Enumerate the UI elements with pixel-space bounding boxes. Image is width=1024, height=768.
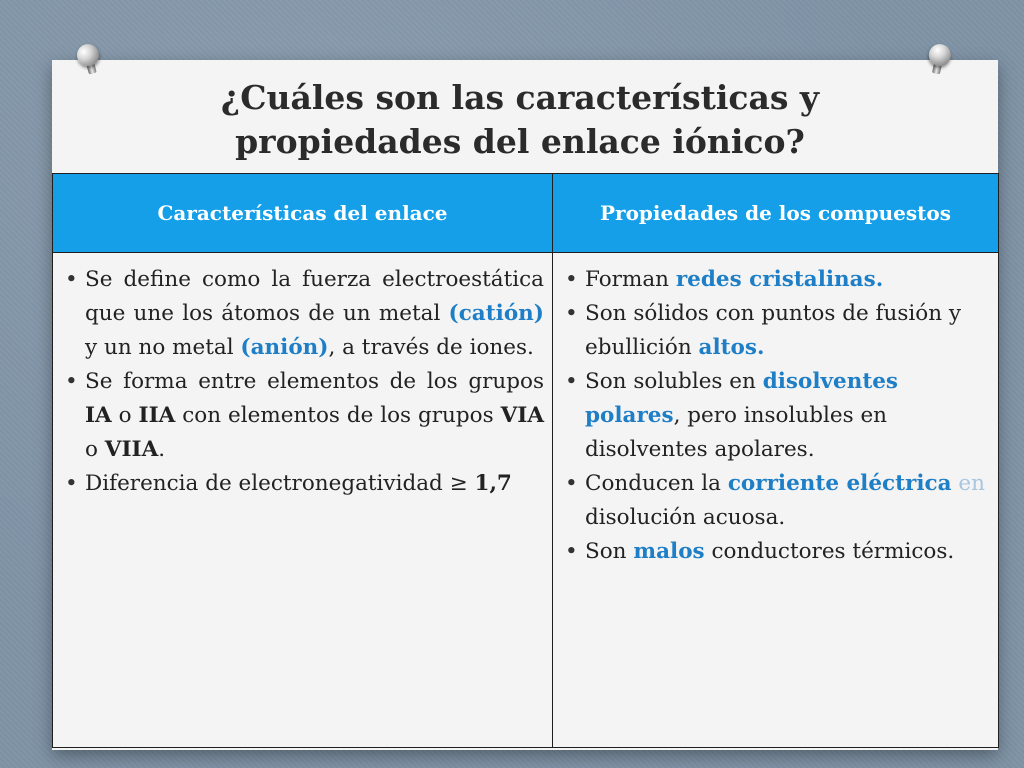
list-item — [59, 467, 544, 501]
item-text: o — [85, 437, 105, 462]
highlight-text: disolventes polares — [585, 369, 899, 428]
slide-title-line-2: propiedades del enlace iónico? — [235, 122, 805, 161]
highlight-cation: (catión) — [448, 301, 544, 326]
header-propiedades: Propiedades de los compuestos — [553, 174, 999, 253]
item-text: , a través de iones. — [328, 335, 534, 360]
item-text: . — [757, 335, 765, 360]
item-text: Son solubles en — [585, 369, 763, 394]
list-item — [559, 263, 990, 297]
item-text: Forman — [585, 267, 676, 292]
highlight-anion: (anión) — [240, 335, 329, 360]
highlight-text: redes cristalinas — [675, 267, 876, 292]
item-text: . — [158, 437, 166, 462]
item-text: Conducen la — [585, 471, 728, 496]
group-ia: IA — [85, 403, 112, 428]
caracteristicas-list — [59, 263, 544, 501]
highlight-text: altos — [698, 335, 757, 360]
item-text: con elementos de los grupos — [175, 403, 501, 428]
item-text: Diferencia de electronegatividad ≥ — [85, 471, 475, 496]
list-item — [59, 365, 544, 467]
item-text: Se forma entre elementos de los grupos — [85, 369, 544, 394]
list-item — [559, 297, 990, 365]
list-item — [559, 365, 990, 467]
table-header-row — [53, 174, 999, 253]
faded-text: en — [951, 471, 985, 496]
propiedades-list — [559, 263, 990, 569]
item-text: . — [875, 267, 884, 292]
list-item — [59, 263, 544, 365]
item-text: Son sólidos con puntos de fusión y ebullición — [585, 301, 962, 360]
comparison-table — [52, 173, 999, 748]
highlight-text: malos — [633, 539, 705, 564]
item-text: Son — [585, 539, 634, 564]
item-text: o — [111, 403, 139, 428]
list-item — [559, 467, 990, 535]
item-text: y un no metal — [85, 335, 241, 360]
item-text: Se define como la fuerza electroestática que une los átomos de un metal — [85, 267, 544, 326]
slide-title-line-1: ¿Cuáles son las características y — [220, 78, 820, 117]
propiedades-cell — [553, 253, 999, 748]
electronegativity-value: 1,7 — [474, 471, 512, 496]
group-via: VIA — [500, 403, 544, 428]
item-text: , pero insolubles en disolventes apolares. — [585, 403, 888, 462]
table-body-row — [53, 253, 999, 748]
header-caracteristicas: Características del enlace — [53, 174, 553, 253]
group-viia: VIIA — [104, 437, 159, 462]
group-iia: IIA — [138, 403, 176, 428]
highlight-text: corriente eléctrica — [727, 471, 952, 496]
item-text: disolución acuosa. — [585, 505, 786, 530]
list-item — [559, 535, 990, 569]
item-text: conductores térmicos. — [704, 539, 955, 564]
slide-title — [120, 76, 920, 164]
caracteristicas-cell — [53, 253, 553, 748]
